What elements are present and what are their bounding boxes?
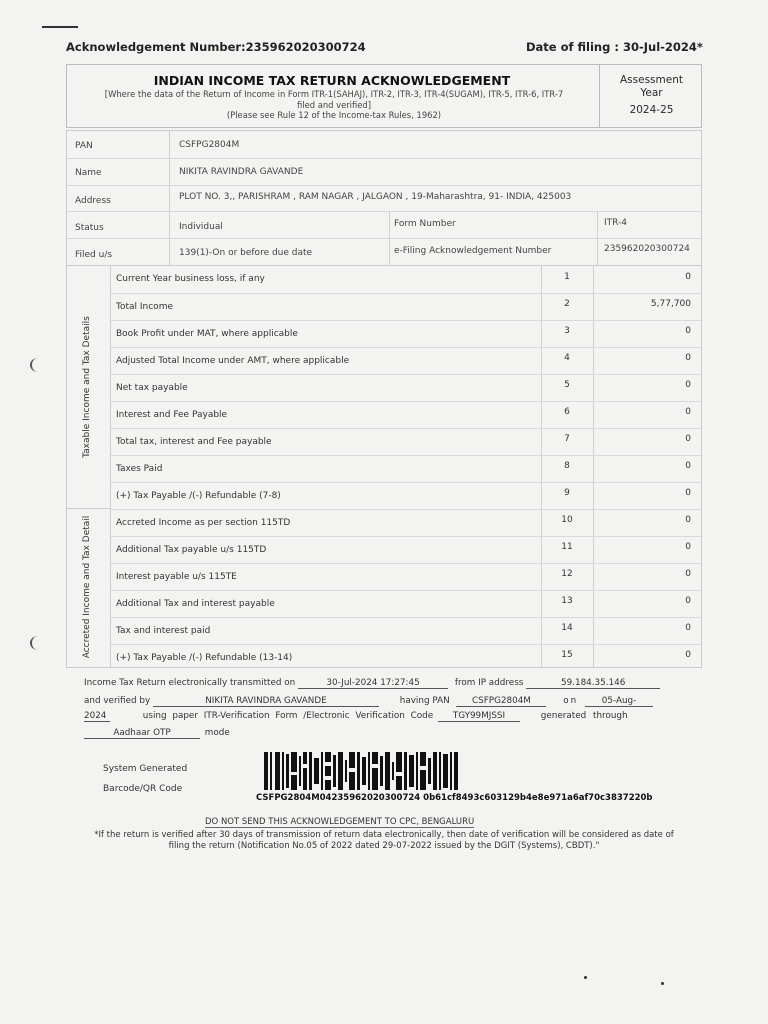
transmission-datetime: 30-Jul-2024 17:27:45	[298, 678, 448, 689]
top-dash-mark	[42, 26, 78, 28]
verified-by-name: NIKITA RAVINDRA GAVANDE	[153, 696, 379, 707]
subtitle-line-3: (Please see Rule 12 of the Income-tax Rules, 1962)	[226, 110, 442, 120]
row-value: 0	[685, 326, 691, 336]
evc-code: TGY99MJSSI	[438, 711, 520, 722]
assessment-year-box	[599, 65, 703, 127]
do-not-send-notice: DO NOT SEND THIS ACKNOWLEDGEMENT TO CPC, BENGALURU	[205, 817, 475, 827]
row-value: 0	[685, 488, 691, 498]
row-number: 9	[564, 488, 570, 498]
assessment-year-label-1: Assessment	[620, 74, 683, 86]
verification-line-2	[84, 696, 653, 707]
verification-text: using paper ITR-Verification Form /Electronic Verification Code	[142, 711, 434, 721]
table-row	[111, 563, 701, 591]
row-value: 0	[685, 623, 691, 633]
row-desc: Additional Tax and interest payable	[116, 599, 275, 609]
address-label: Address	[75, 196, 111, 206]
row-number: 6	[564, 407, 570, 417]
row-value: 0	[685, 407, 691, 417]
table-row	[111, 617, 701, 645]
row-desc: Adjusted Total Income under AMT, where applicable	[116, 356, 350, 366]
row-value: 0	[685, 650, 691, 660]
verification-mode: Aadhaar OTP	[84, 728, 200, 739]
pan-label: PAN	[75, 141, 93, 151]
verification-text: on	[563, 696, 579, 706]
row-value: 0	[685, 569, 691, 579]
row-value: 5,77,700	[650, 299, 691, 309]
table-row	[111, 482, 701, 510]
table-row	[111, 509, 701, 537]
barcode-text: CSFPG2804M04235962020300724 0b61cf8493c603129b4e8e971a6af70c3837220b	[256, 793, 653, 803]
row-number: 7	[564, 434, 570, 444]
row-number: 2	[564, 299, 570, 309]
row-number: 1	[564, 272, 570, 282]
system-generated-label: System Generated	[103, 764, 188, 774]
row-desc: (+) Tax Payable /(-) Refundable (13-14)	[116, 653, 293, 663]
row-desc: Net tax payable	[116, 383, 188, 393]
verification-text: mode	[204, 728, 230, 738]
row-desc: Accreted Income as per section 115TD	[116, 518, 291, 528]
assessment-year-value: 2024-25	[629, 104, 674, 116]
row-desc: Additional Tax payable u/s 115TD	[116, 545, 267, 555]
row-number: 14	[561, 623, 573, 633]
taxable-income-section-label: Taxable Income and Tax Details	[82, 316, 92, 458]
filed-us-label: Filed u/s	[75, 250, 113, 260]
table-row	[111, 374, 701, 402]
verification-line-1	[84, 678, 660, 689]
table-row	[111, 293, 701, 321]
table-row	[111, 428, 701, 456]
footer-note-line-1: *If the return is verified after 30 days of transmission of return data electronically, then date of verification will be considered as date of	[94, 830, 674, 840]
row-number: 5	[564, 380, 570, 390]
table-row	[111, 320, 701, 348]
row-desc: Interest and Fee Payable	[116, 410, 228, 420]
document-title: INDIAN INCOME TAX RETURN ACKNOWLEDGEMENT	[153, 73, 511, 88]
row-desc: Total tax, interest and Fee payable	[116, 437, 272, 447]
title-box	[66, 64, 702, 128]
row-value: 0	[685, 272, 691, 282]
barcode-image	[264, 752, 460, 790]
row-desc: Tax and interest paid	[116, 626, 211, 636]
row-value: 0	[685, 515, 691, 525]
row-number: 10	[561, 515, 573, 525]
verification-line-4	[84, 728, 230, 739]
table-row	[111, 347, 701, 375]
row-value: 0	[685, 353, 691, 363]
row-desc: Interest payable u/s 115TE	[116, 572, 237, 582]
table-row	[111, 266, 701, 294]
filed-us-value: 139(1)-On or before due date	[179, 248, 313, 258]
income-tax-table	[66, 265, 702, 668]
row-value: 0	[685, 596, 691, 606]
pan-value: CSFPG2804M	[179, 140, 240, 150]
table-row	[111, 536, 701, 564]
row-value: 0	[685, 434, 691, 444]
ip-address: 59.184.35.146	[526, 678, 660, 689]
acknowledgement-number: Acknowledgement Number:235962020300724	[66, 40, 366, 54]
table-row	[111, 590, 701, 618]
verification-text: Income Tax Return electronically transmitted on	[84, 678, 296, 688]
footer-note	[66, 830, 702, 852]
row-desc: Taxes Paid	[116, 464, 163, 474]
table-row	[111, 644, 701, 671]
verification-statement	[84, 678, 700, 742]
row-number: 11	[561, 542, 573, 552]
row-value: 0	[685, 461, 691, 471]
info-row-address	[67, 185, 701, 212]
verification-text: from IP address	[454, 678, 524, 688]
table-row	[111, 401, 701, 429]
name-label: Name	[75, 168, 102, 178]
info-row-name	[67, 158, 701, 186]
assessment-year-label-2: Year	[640, 87, 663, 99]
row-number: 13	[561, 596, 573, 606]
row-number: 12	[561, 569, 573, 579]
efiling-ack-value: 235962020300724	[604, 244, 690, 254]
subtitle-line-2: filed and verified]	[296, 99, 372, 110]
name-value: NIKITA RAVINDRA GAVANDE	[179, 167, 304, 177]
punch-hole-top	[30, 358, 46, 372]
row-desc: Current Year business loss, if any	[116, 274, 265, 284]
form-number-label: Form Number	[394, 219, 456, 229]
row-number: 3	[564, 326, 570, 336]
verification-text: generated through	[540, 711, 628, 721]
table-row	[111, 455, 701, 483]
stray-mark	[661, 982, 664, 985]
row-value: 0	[685, 542, 691, 552]
row-desc: (+) Tax Payable /(-) Refundable (7-8)	[116, 491, 281, 501]
taxpayer-info-table	[66, 130, 702, 266]
row-desc: Book Profit under MAT, where applicable	[116, 329, 298, 339]
verification-line-3	[84, 711, 628, 722]
row-number: 8	[564, 461, 570, 471]
footer-note-line-2: filing the return (Notification No.05 of 2022 dated 29-07-2022 issued by the DGIT (Systems), CBDT)."	[168, 841, 600, 851]
stray-mark	[584, 976, 587, 979]
row-number: 15	[561, 650, 573, 660]
verified-pan: CSFPG2804M	[456, 696, 546, 707]
document-subtitle	[75, 89, 593, 121]
address-value: PLOT NO. 3,, PARISHRAM , RAM NAGAR , JALGAON , 19-Maharashtra, 91- INDIA, 425003	[179, 192, 572, 202]
status-label: Status	[75, 223, 104, 233]
accreted-income-section-label: Accreted Income and Tax Detail	[82, 515, 92, 659]
date-of-filing: Date of filing : 30-Jul-2024*	[526, 40, 703, 54]
verification-text: having PAN	[399, 696, 450, 706]
punch-hole-bottom	[30, 636, 46, 650]
verification-year: 2024	[84, 711, 110, 722]
verification-text: and verified by	[84, 696, 151, 706]
row-number: 4	[564, 353, 570, 363]
row-desc: Total Income	[116, 302, 173, 312]
status-value: Individual	[179, 222, 223, 232]
barcode-label: Barcode/QR Code	[103, 784, 183, 794]
info-row-status	[67, 211, 701, 239]
efiling-ack-label: e-Filing Acknowledgement Number	[394, 246, 552, 256]
verification-date: 05-Aug-	[585, 696, 653, 707]
subtitle-line-1: [Where the data of the Return of Income in Form ITR-1(SAHAJ), ITR-2, ITR-3, ITR-4(SUGAM), ITR-5, ITR-6, ITR-7	[104, 89, 564, 99]
info-row-filed	[67, 238, 701, 265]
info-row-pan	[67, 131, 701, 159]
row-value: 0	[685, 380, 691, 390]
form-number-value: ITR-4	[604, 218, 628, 228]
